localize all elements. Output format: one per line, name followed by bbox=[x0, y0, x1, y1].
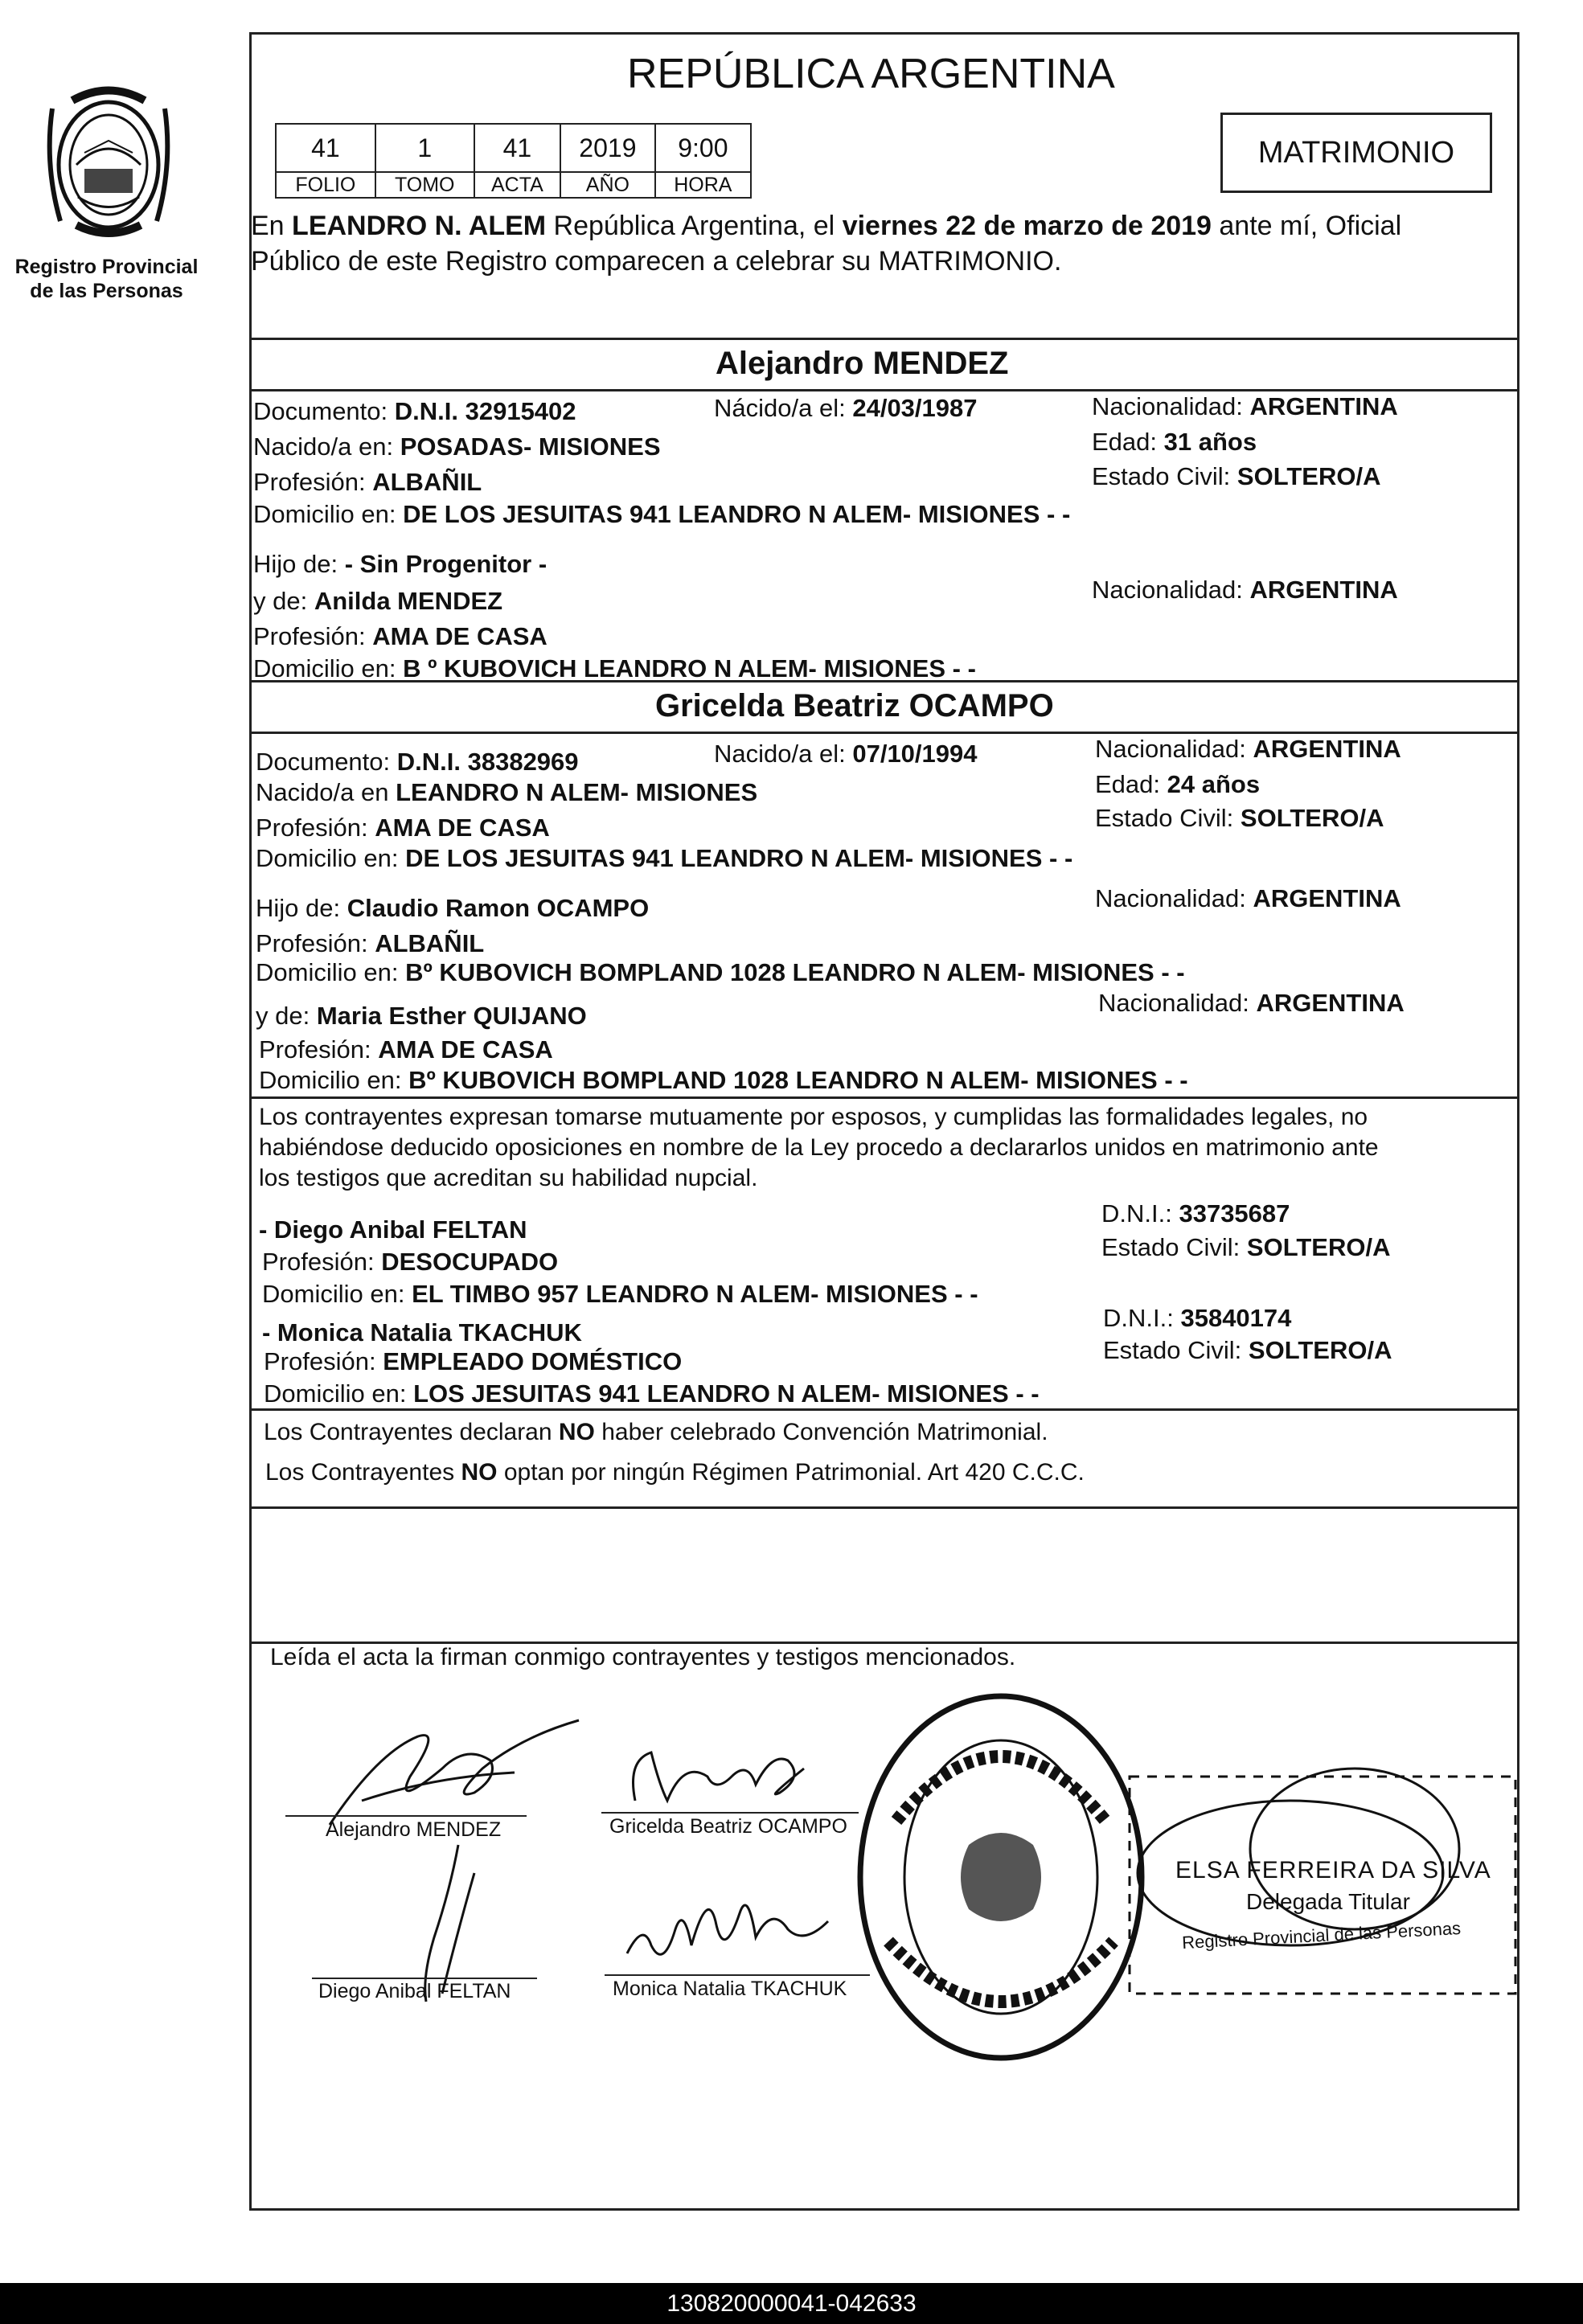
hora-label: HORA bbox=[655, 172, 751, 198]
spouse2-documento: Documento: D.N.I. 38382969 bbox=[256, 748, 579, 776]
spouse2-mother-nationality: Nacionalidad: ARGENTINA bbox=[1098, 989, 1405, 1017]
divider bbox=[249, 732, 1519, 734]
declaration-line-1: Los contrayentes expresan tomarse mutuamente por esposos, y cumplidas las formalidades legales, no bbox=[259, 1104, 1368, 1130]
convention-line-2: Los Contrayentes NO optan por ningún Régimen Patrimonial. Art 420 C.C.C. bbox=[265, 1459, 1085, 1486]
witness1-name: - Diego Anibal FELTAN bbox=[259, 1215, 527, 1244]
signature-line bbox=[312, 1978, 537, 1979]
spouse2-father-address: Domicilio en: Bº KUBOVICH BOMPLAND 1028 LEANDRO N ALEM- MISIONES - - bbox=[256, 958, 1185, 986]
divider bbox=[249, 338, 1519, 340]
divider bbox=[249, 1096, 1519, 1099]
signature-spouse2 bbox=[619, 1728, 860, 1825]
signature-label-spouse1: Alejandro MENDEZ bbox=[326, 1818, 502, 1841]
country-title: REPÚBLICA ARGENTINA bbox=[627, 51, 1115, 97]
spouse2-profession: Profesión: AMA DE CASA bbox=[256, 814, 550, 842]
hora-value: 9:00 bbox=[655, 124, 751, 172]
folio-label: FOLIO bbox=[276, 172, 375, 198]
intro-line-1 bbox=[251, 211, 1401, 242]
spouse1-name: Alejandro MENDEZ bbox=[716, 346, 1009, 381]
tomo-label: TOMO bbox=[375, 172, 474, 198]
signature-spouse1 bbox=[314, 1704, 635, 1833]
spouse1-mother-address: Domicilio en: B º KUBOVICH LEANDRO N ALEM- MISIONES - - bbox=[253, 654, 976, 682]
signature-line bbox=[285, 1815, 527, 1817]
signature-label-witness1: Diego Anibal FELTAN bbox=[318, 1980, 511, 2002]
witness1-profession: Profesión: DESOCUPADO bbox=[262, 1248, 559, 1276]
witness2-dni: D.N.I.: 35840174 bbox=[1103, 1304, 1292, 1332]
intro-pre: En bbox=[251, 211, 293, 241]
declaration-line-3: los testigos que acreditan su habilidad nupcial. bbox=[259, 1165, 758, 1191]
official-seal-stamp bbox=[848, 1684, 1154, 2070]
tomo-value: 1 bbox=[375, 124, 474, 172]
spouse2-mother-address: Domicilio en: Bº KUBOVICH BOMPLAND 1028 LEANDRO N ALEM- MISIONES - - bbox=[259, 1066, 1188, 1094]
spouse1-born-date: Nácido/a el: 24/03/1987 bbox=[714, 394, 978, 422]
spouse1-father: Hijo de: - Sin Progenitor - bbox=[253, 550, 547, 578]
intro-date: viernes 22 de marzo de 2019 bbox=[842, 211, 1212, 241]
official-office: Registro Provincial de las Personas bbox=[1181, 1917, 1462, 1953]
acta-label: ACTA bbox=[474, 172, 560, 198]
signature-label-witness2: Monica Natalia TKACHUK bbox=[613, 1978, 847, 2000]
official-name: ELSA FERREIRA DA SILVA bbox=[1175, 1857, 1491, 1883]
intro-line-2: Público de este Registro comparecen a celebrar su MATRIMONIO. bbox=[251, 246, 1062, 277]
spouse1-age: Edad: 31 años bbox=[1092, 428, 1257, 456]
ano-value: 2019 bbox=[560, 124, 655, 172]
acta-value: 41 bbox=[474, 124, 560, 172]
spouse2-nationality: Nacionalidad: ARGENTINA bbox=[1095, 735, 1401, 763]
official-role: Delegada Titular bbox=[1246, 1889, 1410, 1914]
spouse2-age: Edad: 24 años bbox=[1095, 770, 1261, 798]
logo-caption-line2: de las Personas bbox=[30, 280, 183, 302]
witness2-name: - Monica Natalia TKACHUK bbox=[262, 1318, 582, 1346]
spouse1-address: Domicilio en: DE LOS JESUITAS 941 LEANDRO N ALEM- MISIONES - - bbox=[253, 500, 1071, 528]
witness2-profession: Profesión: EMPLEADO DOMÉSTICO bbox=[264, 1347, 683, 1375]
spouse2-father-nationality: Nacionalidad: ARGENTINA bbox=[1095, 884, 1401, 912]
ano-label: AÑO bbox=[560, 172, 655, 198]
witness1-civil-status: Estado Civil: SOLTERO/A bbox=[1101, 1233, 1391, 1261]
registry-logo bbox=[28, 76, 189, 245]
spouse1-mother-profession: Profesión: AMA DE CASA bbox=[253, 622, 547, 650]
signature-line bbox=[601, 1812, 859, 1814]
divider bbox=[249, 389, 1519, 391]
spouse2-father: Hijo de: Claudio Ramon OCAMPO bbox=[256, 894, 650, 922]
convention-line-1: Los Contrayentes declaran NO haber celebrado Convención Matrimonial. bbox=[264, 1419, 1048, 1445]
witness1-address: Domicilio en: EL TIMBO 957 LEANDRO N ALEM- MISIONES - - bbox=[262, 1280, 978, 1308]
intro-post: ante mí, Oficial bbox=[1211, 211, 1402, 241]
witness2-civil-status: Estado Civil: SOLTERO/A bbox=[1103, 1336, 1392, 1364]
spouse2-address: Domicilio en: DE LOS JESUITAS 941 LEANDRO N ALEM- MISIONES - - bbox=[256, 844, 1073, 872]
spouse1-mother: y de: Anilda MENDEZ bbox=[253, 587, 503, 615]
witness1-dni: D.N.I.: 33735687 bbox=[1101, 1199, 1290, 1228]
reference-table bbox=[275, 123, 752, 199]
signature-label-spouse2: Gricelda Beatriz OCAMPO bbox=[609, 1815, 847, 1838]
spouse2-father-profession: Profesión: ALBAÑIL bbox=[256, 929, 485, 957]
spouse1-nationality: Nacionalidad: ARGENTINA bbox=[1092, 392, 1398, 420]
folio-value: 41 bbox=[276, 124, 375, 172]
province-shield-emblem bbox=[28, 76, 189, 245]
declaration-line-2: habiéndose deducido oposiciones en nombre de la Ley procedo a declararlos unidos en matrimonio ante bbox=[259, 1134, 1379, 1161]
intro-place: LEANDRO N. ALEM bbox=[292, 211, 547, 241]
spouse1-profession: Profesión: ALBAÑIL bbox=[253, 468, 482, 496]
spouse2-name: Gricelda Beatriz OCAMPO bbox=[655, 688, 1054, 723]
official-name-stamp-frame bbox=[1122, 1752, 1524, 2018]
spouse1-mother-nationality: Nacionalidad: ARGENTINA bbox=[1092, 576, 1398, 604]
divider bbox=[249, 680, 1519, 682]
signatures-intro: Leída el acta la firman conmigo contrayentes y testigos mencionados. bbox=[270, 1644, 1016, 1670]
document-code: 130820000041-042633 bbox=[0, 2283, 1583, 2324]
divider bbox=[249, 1408, 1519, 1411]
spouse2-mother-profession: Profesión: AMA DE CASA bbox=[259, 1035, 553, 1064]
spouse1-civil-status: Estado Civil: SOLTERO/A bbox=[1092, 462, 1381, 490]
intro-mid: República Argentina, el bbox=[546, 211, 843, 241]
signature-witness2 bbox=[619, 1873, 844, 1986]
document-type-box: MATRIMONIO bbox=[1220, 113, 1492, 193]
spouse1-born-place: Nacido/a en: POSADAS- MISIONES bbox=[253, 432, 661, 461]
witness2-address: Domicilio en: LOS JESUITAS 941 LEANDRO N ALEM- MISIONES - - bbox=[264, 1379, 1040, 1408]
signature-line bbox=[605, 1974, 870, 1976]
spouse2-born-place: Nacido/a en LEANDRO N ALEM- MISIONES bbox=[256, 778, 758, 806]
spouse2-born-date: Nacido/a el: 07/10/1994 bbox=[714, 740, 978, 768]
spouse2-civil-status: Estado Civil: SOLTERO/A bbox=[1095, 804, 1384, 832]
spouse1-documento: Documento: D.N.I. 32915402 bbox=[253, 397, 576, 425]
spouse2-mother: y de: Maria Esther QUIJANO bbox=[256, 1002, 587, 1030]
divider bbox=[249, 1506, 1519, 1509]
logo-caption-line1: Registro Provincial bbox=[14, 256, 199, 278]
